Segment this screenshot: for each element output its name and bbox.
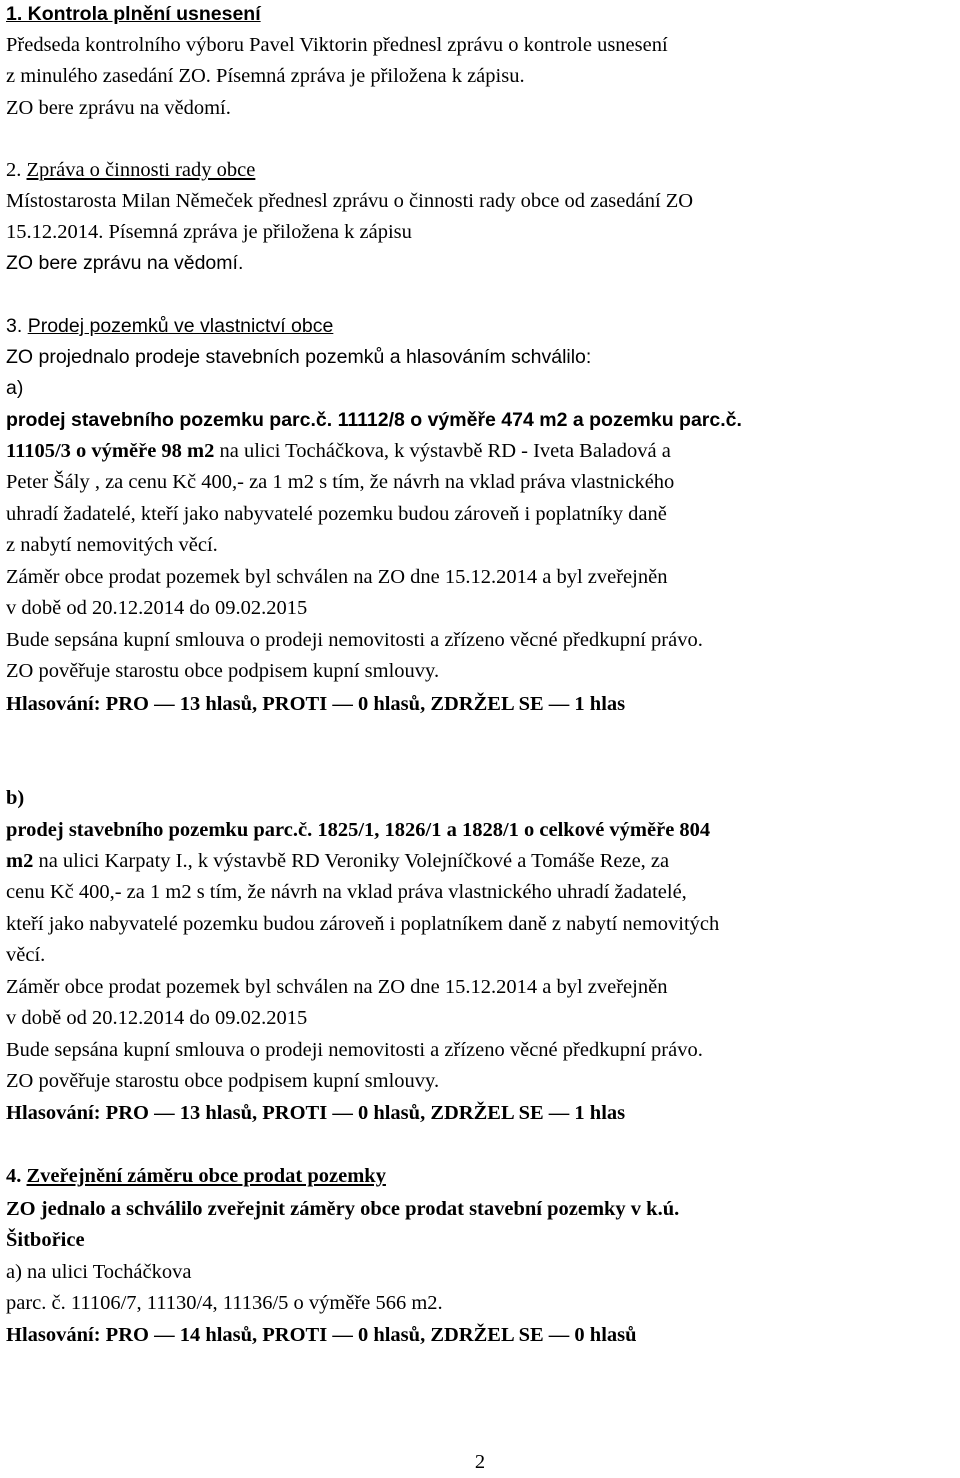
item-b-text: cenu Kč 400,- za 1 m2 s tím, že návrh na vklad práva vlastnického uhradí žadatelé, (6, 881, 687, 903)
section-2-title: Zpráva o činnosti rady obce (26, 159, 256, 181)
item-a-location: na ulici Tocháčkova, k výstavbě RD - Iveta Baladová a (214, 440, 671, 462)
item-b-label: b) (6, 787, 25, 809)
item-a-text: z nabytí nemovitých věcí. (6, 534, 218, 556)
section-2-heading (6, 158, 255, 182)
item-a-text: uhradí žadatelé, kteří jako nabyvatelé pozemku budou zároveň i poplatníky daně (6, 503, 667, 525)
item-b-text: Záměr obce prodat pozemek byl schválen na ZO dne 15.12.2014 a byl zveřejněn (6, 976, 668, 998)
item-b-text: věcí. (6, 944, 46, 966)
section-1-text: Předseda kontrolního výboru Pavel Viktorin přednesl zprávu o kontrole usnesení (6, 34, 668, 56)
item-b-text: ZO pověřuje starostu obce podpisem kupní smlouvy. (6, 1070, 440, 1092)
item-b-location: na ulici Karpaty I., k výstavbě RD Veroniky Volejníčkové a Tomáše Reze, za (33, 850, 670, 872)
item-b-vote: Hlasování: PRO — 13 hlasů, PROTI — 0 hlasů, ZDRŽEL SE — 1 hlas (6, 1102, 626, 1124)
page-number: 2 (474, 1451, 486, 1473)
section-3-title: Prodej pozemků ve vlastnictví obce (27, 315, 334, 337)
section-4-title: Zveřejnění záměru obce prodat pozemky (26, 1165, 386, 1187)
section-1-text: z minulého zasedání ZO. Písemná zpráva je přiložena k zápisu. (6, 65, 525, 87)
item-b-text: v době od 20.12.2014 do 09.02.2015 (6, 1007, 308, 1029)
section-4-text: a) na ulici Tocháčkova (6, 1261, 192, 1283)
section-4-text: parc. č. 11106/7, 11130/4, 11136/5 o výměře 566 m2. (6, 1292, 443, 1314)
item-b-text (6, 849, 669, 873)
item-a-parcel: 11105/3 o výměře 98 m2 (6, 440, 215, 462)
section-1-heading: 1. Kontrola plnění usnesení (6, 3, 261, 25)
item-b-text: kteří jako nabyvatelé pozemku budou zároveň i poplatníkem daně z nabytí nemovitých (6, 913, 720, 935)
section-2-text: ZO bere zprávu na vědomí. (6, 252, 244, 274)
section-2-number: 2. (6, 159, 22, 181)
section-4-heading (6, 1164, 386, 1188)
section-2-date: 15.12.2014. (6, 221, 104, 243)
item-b-text: prodej stavebního pozemku parc.č. 1825/1, 1826/1 a 1828/1 o celkové výměře 804 (6, 819, 711, 841)
item-a-text: Peter Šály , za cenu Kč 400,- za 1 m2 s tím, že návrh na vklad práva vlastnického (6, 471, 675, 493)
section-4-vote: Hlasování: PRO — 14 hlasů, PROTI — 0 hlasů, ZDRŽEL SE — 0 hlasů (6, 1324, 637, 1346)
item-a-label: a) (6, 377, 24, 399)
section-2-text: Místostarosta Milan Němeček přednesl zprávu o činnosti rady obce od zasedání ZO (6, 190, 694, 212)
item-b-text: Bude sepsána kupní smlouva o prodeji nemovitosti a zřízeno věcné předkupní právo. (6, 1039, 703, 1061)
section-4-number: 4. (6, 1165, 22, 1187)
item-a-text: Bude sepsána kupní smlouva o prodeji nemovitosti a zřízeno věcné předkupní právo. (6, 629, 703, 651)
section-1-text: ZO bere zprávu na vědomí. (6, 97, 231, 119)
item-b-area-unit: m2 (6, 850, 34, 872)
item-a-text (6, 439, 671, 463)
section-2-text (6, 220, 412, 244)
item-a-text: Záměr obce prodat pozemek byl schválen na ZO dne 15.12.2014 a byl zveřejněn (6, 566, 668, 588)
item-a-text: prodej stavebního pozemku parc.č. 11112/8 o výměře 474 m2 a pozemku parc.č. (6, 409, 742, 431)
item-a-vote: Hlasování: PRO — 13 hlasů, PROTI — 0 hlasů, ZDRŽEL SE — 1 hlas (6, 693, 626, 715)
section-4-text: Šitbořice (6, 1229, 85, 1251)
section-3-heading (6, 314, 333, 338)
item-a-text: ZO pověřuje starostu obce podpisem kupní smlouvy. (6, 660, 440, 682)
item-a-text: v době od 20.12.2014 do 09.02.2015 (6, 597, 308, 619)
section-3-number: 3. (6, 315, 23, 337)
section-4-text: ZO jednalo a schválilo zveřejnit záměry obce prodat stavební pozemky v k.ú. (6, 1198, 680, 1220)
section-2-note: Písemná zpráva je přiložena k zápisu (103, 221, 412, 243)
section-3-intro: ZO projednalo prodeje stavebních pozemků a hlasováním schválilo: (6, 346, 592, 368)
